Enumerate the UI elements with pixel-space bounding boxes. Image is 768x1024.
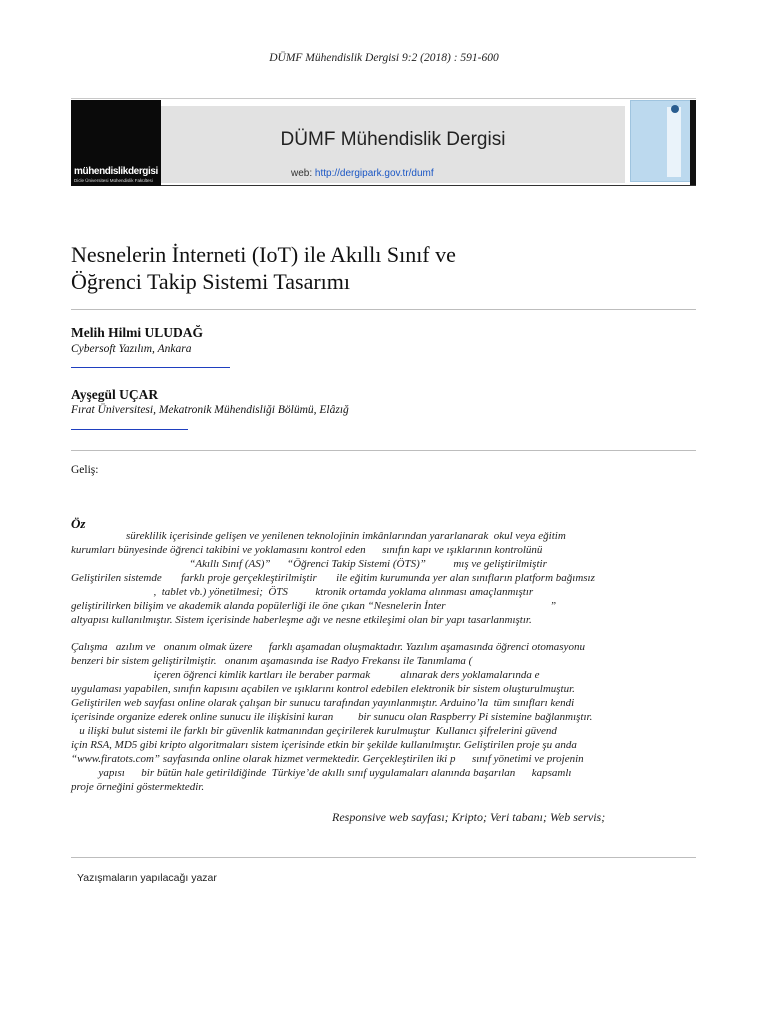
keywords: Responsive web sayfası; Kripto; Veri tabanı; Web servis; xyxy=(332,810,606,824)
abstract-line: altyapısı kullanılmıştır. Sistem içerisinde haberleşme ağı ve nesne etkileşimi olan bir yapı tasarlanmıştır. xyxy=(71,614,532,626)
author-email-link-2[interactable] xyxy=(71,429,188,430)
journal-web-link[interactable]: http://dergipark.gov.tr/dumf xyxy=(314,168,434,179)
abstract-line: “Akıllı Sınıf (AS)” “Öğrenci Takip Sistemi (ÖTS)” mış ve geliştirilmiştir xyxy=(71,558,547,570)
journal-cover-thumbnail xyxy=(630,100,692,182)
abstract-line: geliştirilirken bilişim ve akademik alanda popülerliği ile öne çıkan “Nesnelerin İnter ” xyxy=(71,600,557,612)
footnote-divider xyxy=(71,857,696,858)
author-email-link-1[interactable] xyxy=(71,367,230,368)
paper-title-line-1: Nesnelerin İnterneti (IoT) ile Akıllı Sınıf ve xyxy=(71,242,456,267)
author-affiliation-1: Cybersoft Yazılım, Ankara xyxy=(71,343,192,355)
journal-logo xyxy=(71,100,161,186)
author-affiliation-2: Fırat Üniversitesi, Mekatronik Mühendisliği Bölümü, Elâzığ xyxy=(71,404,349,416)
logo-text: mühendislikdergisi xyxy=(74,166,158,177)
abstract-line: u ilişki bulut sistemi ile farklı bir güvenlik katmanından geçirilerek kurulmuştur Kullanıcı şifrelerini güvend xyxy=(71,725,557,737)
banner-title: DÜMF Mühendislik Dergisi xyxy=(280,129,506,150)
corresponding-author-footnote: Yazışmaların yapılacağı yazar xyxy=(77,872,217,884)
abstract-line: içerisinde organize ederek online sunucu ile ilişkisini kuran bir sunucu olan Raspberry Pi sistemine bağlanmıştır. xyxy=(71,711,593,723)
abstract-line: benzeri bir sistem geliştirilmiştir. onanım aşamasında ise Radyo Frekansı ile Tanımlama ( xyxy=(71,655,473,667)
paper-title-line-2: Öğrenci Takip Sistemi Tasarımı xyxy=(71,269,351,294)
banner-side-bar xyxy=(690,100,696,186)
abstract-line: kurumları bünyesinde öğrenci takibini ve yoklamasını kontrol eden sınıfın kapı ve ışıklarının kontrolünü xyxy=(71,544,543,556)
abstract-line: Geliştirilen sistemde farklı proje gerçekleştirilmiştir ile eğitim kurumunda yer alan sınıfların platform bağımsız xyxy=(71,572,595,584)
abstract-line: yapısı bir bütün hale getirildiğinde Türkiye’de akıllı sınıf uygulamaları alanında başarılan kapsamlı xyxy=(71,767,572,779)
abstract-line: süreklilik içerisinde gelişen ve yenilenen teknolojinin imkânlarından yararlanarak okul veya eğitim xyxy=(71,530,566,542)
banner-web xyxy=(291,168,434,179)
web-label: web: xyxy=(291,168,313,179)
abstract-line: uygulaması yapabilen, sınıfın kapısını açabilen ve ışıklarını kontrol edebilen elektronik bir sistem oluşturulmuştur. xyxy=(71,683,575,695)
journal-reference: DÜMF Mühendislik Dergisi 9:2 (2018) : 591-600 xyxy=(269,52,499,64)
abstract-line: içeren öğrenci kimlik kartları ile beraber parmak alınarak ders yoklamalarında e xyxy=(71,669,540,681)
author-name-1: Melih Hilmi ULUDAĞ xyxy=(71,325,203,340)
authors-divider xyxy=(71,450,696,451)
abstract-line: “www.firatots.com” sayfasında online olarak hizmet vermektedir. Gerçekleştirilen iki p sınıf yönetimi ve projenin xyxy=(71,753,584,765)
cover-strip xyxy=(667,107,681,177)
abstract-heading: Öz xyxy=(71,516,86,531)
abstract-line: için RSA, MD5 gibi kripto algoritmaları sistem içerisinde etkin bir şekilde kullanılmıştır. Geliştirilen proje şu anda xyxy=(71,739,577,751)
logo-subtext: Dicle Üniversitesi Mühendislik Fakültesi xyxy=(74,178,153,183)
abstract-line: Çalışma azılım ve onanım olmak üzere farklı aşamadan oluşmaktadır. Yazılım aşamasında öğrenci otomasyonu xyxy=(71,641,585,653)
author-name-2: Ayşegül UÇAR xyxy=(71,387,159,402)
cover-emblem-icon xyxy=(671,105,679,113)
paper-title xyxy=(71,241,711,295)
received-label: Geliş: xyxy=(71,464,99,476)
abstract-line: , tablet vb.) yönetilmesi; ÖTS ktronik ortamda yoklama alınması amaçlanmıştır xyxy=(71,586,534,598)
title-divider xyxy=(71,309,696,310)
abstract-line: proje örneğini göstermektedir. xyxy=(71,781,205,793)
banner-top-rule xyxy=(71,98,696,99)
abstract-line: Geliştirilen web sayfası online olarak çalışan bir sunucu tarafından yayınlanmıştır. Arduino’la tüm sınıfları kendi xyxy=(71,697,575,709)
banner-bottom-rule xyxy=(161,185,696,186)
journal-banner xyxy=(71,98,696,186)
